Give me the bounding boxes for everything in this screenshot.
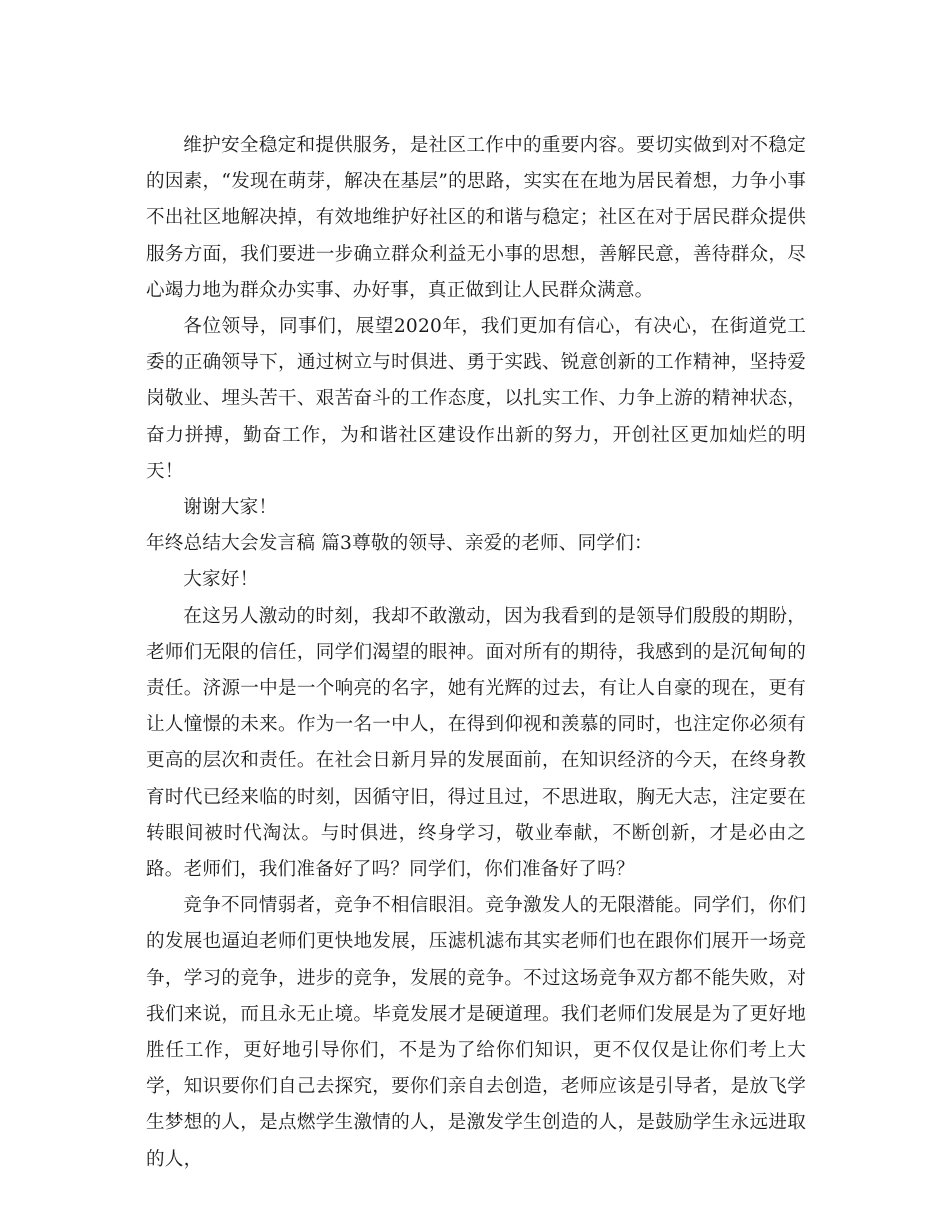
paragraph-competition: 竞争不同情弱者，竞争不相信眼泪。竞争激发人的无限潜能。同学们，你们的发展也逼迫老师们更快地发展，压滤机滤布其实老师们也在跟你们展开一场竞争，学习的竞争，进步的竞争，发展的竞争。不过这场竞争双方都不能失败，对我们来说，而且永无止境。毕竟发展才是硬道理。我们老师们发展是为了更好地胜任工作，更好地引导你们，不是为了给你们知识，更不仅仅是让你们考上大学，知识要你们自己去探究，要你们亲自去创造，老师应该是引导者，是放飞学生梦想的人，是点燃学生激情的人，是激发学生创造的人，是鼓励学生永远进取的人，: [146, 895, 806, 1170]
paragraph-greeting: 大家好！: [183, 569, 259, 591]
paragraph-security-service: 维护安全稳定和提供服务，是社区工作中的重要内容。要切实做到对不稳定的因素，“发现在萌芽，解决在基层”的思路，实实在在地为居民着想，力争小事不出社区地解决掉，有效地维护好社区的和谐与稳定；社区在对于居民群众提供服务方面，我们要进一步确立群众利益无小事的思想，善解民意，善待群众，尽心竭力地为群众办实事、办好事，真正做到让人民群众满意。: [146, 135, 806, 301]
paragraph-responsibility: 在这另人激动的时刻，我却不敢激动，因为我看到的是领导们殷殷的期盼，老师们无限的信任，同学们渴望的眼神。面对所有的期待，我感到的是沉甸甸的责任。济源一中是一个响亮的名字，她有光辉的过去，有让人自豪的现在，更有让人憧憬的未来。作为一名一中人，在得到仰视和羡慕的同时，也注定你必须有更高的层次和责任。在社会日新月异的发展面前，在知识经济的今天，在终身教育时代已经来临的时刻，因循守旧，得过且过，不思进取，胸无大志，注定要在转眼间被时代淘汰。与时俱进，终身学习，敬业奉献，不断创新，才是必由之路。老师们，我们准备好了吗？同学们，你们准备好了吗？: [146, 605, 806, 881]
document-body: [146, 128, 806, 1178]
paragraph-thanks: 谢谢大家！: [183, 497, 278, 519]
paragraph-outlook-2020: 各位领导，同事们，展望2020年，我们更加有信心，有决心，在街道党工委的正确领导下，通过树立与时俱进、勇于实践、锐意创新的工作精神，坚持爱岗敬业、埋头苦干、艰苦奋斗的工作态度，以扎实工作、力争上游的精神状态，奋力拼搏，勤奋工作，为和谐社区建设作出新的努力，开创社区更加灿烂的明天！: [146, 316, 806, 482]
section-heading-speech-3: 年终总结大会发言稿 篇3尊敬的领导、亲爱的老师、同学们：: [146, 533, 653, 555]
